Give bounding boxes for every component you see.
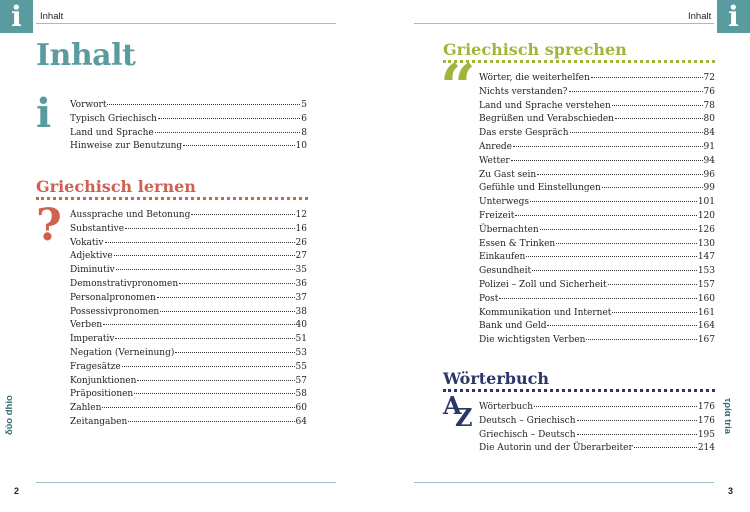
toc-entry-page: 101	[697, 197, 715, 208]
dot-leader	[102, 407, 294, 408]
dot-leader	[612, 105, 703, 106]
dot-leader	[158, 118, 300, 119]
section-title-woerterbuch: Wörterbuch	[443, 369, 549, 388]
dot-leader	[116, 269, 295, 270]
dot-leader	[511, 160, 703, 161]
toc-entry-page: 99	[703, 183, 715, 194]
toc-entry-page: 176	[697, 415, 715, 426]
toc-entry-title: Typisch Griechisch	[70, 113, 157, 124]
toc-entry-title: Übernachten	[479, 224, 539, 235]
toc-entry-page: 57	[295, 375, 307, 386]
toc-entry-title: Begrüßen und Verabschieden	[479, 114, 614, 125]
toc-entry-page: 37	[295, 292, 307, 303]
toc-entry-page: 35	[295, 265, 307, 276]
toc-entry-title: Griechisch – Deutsch	[479, 429, 576, 440]
toc-entry	[479, 335, 715, 349]
dot-leader	[513, 146, 703, 147]
toc-entry-page: 40	[295, 320, 307, 331]
toc-entry	[479, 308, 715, 322]
toc-entry-page: 157	[697, 279, 715, 290]
toc-entry-title: Possessivpronomen	[70, 306, 160, 317]
dot-leader	[175, 352, 294, 353]
toc-entry	[70, 389, 307, 403]
dot-leader	[114, 255, 295, 256]
toc-entry	[70, 238, 307, 252]
toc-entry-title: Demonstrativpronomen	[70, 278, 179, 289]
dot-leader	[532, 270, 697, 271]
dot-leader	[526, 256, 696, 257]
dot-leader	[107, 104, 300, 105]
toc-entry-title: Zu Gast sein	[479, 169, 537, 180]
section-title-sprechen: Griechisch sprechen	[443, 40, 627, 59]
toc-entry	[479, 114, 715, 128]
toc-entry	[70, 224, 307, 238]
toc-entry-title: Gefühle und Einstellungen	[479, 183, 601, 194]
toc-entry	[70, 251, 307, 265]
footer-rule-left	[36, 482, 336, 483]
toc-entry-title: Negation (Verneinung)	[70, 347, 175, 358]
side-label-right: τρία tria	[722, 398, 733, 435]
toc-entry-title: Adjektive	[70, 251, 113, 262]
toc-entry-page: 60	[295, 403, 307, 414]
toc-entry	[70, 307, 307, 321]
dot-leader	[591, 77, 703, 78]
toc-entry	[70, 417, 307, 431]
toc-entry	[70, 141, 307, 155]
toc-entry	[479, 280, 715, 294]
toc-entry-page: 8	[301, 127, 307, 138]
dot-leader	[122, 366, 295, 367]
toc-entry-page: 27	[295, 251, 307, 262]
dot-leader	[160, 311, 294, 312]
toc-intro	[70, 100, 307, 155]
toc-entry	[70, 334, 307, 348]
toc-entry-page: 214	[697, 443, 715, 454]
toc-entry-title: Diminutiv	[70, 265, 115, 276]
toc-entry	[479, 170, 715, 184]
dot-leader	[530, 201, 697, 202]
toc-entry-title: Verben	[70, 320, 103, 331]
toc-entry	[479, 211, 715, 225]
dot-leader	[586, 339, 696, 340]
toc-entry-title: Anrede	[479, 141, 513, 152]
toc-entry-page: 120	[697, 210, 715, 221]
toc-entry	[479, 183, 715, 197]
toc-entry-title: Wörter, die weiterhelfen	[479, 73, 590, 83]
toc-entry-page: 78	[703, 100, 715, 111]
toc-entry-title: Vorwort	[70, 100, 107, 110]
toc-entry-title: Kommunikation und Internet	[479, 307, 612, 318]
toc-entry-title: Post	[479, 293, 499, 304]
toc-lernen	[70, 210, 307, 431]
toc-entry-title: Vokativ	[70, 237, 104, 248]
toc-entry	[70, 403, 307, 417]
toc-entry	[479, 197, 715, 211]
toc-entry-page: 161	[697, 307, 715, 318]
dot-leader	[125, 228, 295, 229]
toc-entry-page: 160	[697, 293, 715, 304]
dot-leader	[577, 434, 697, 435]
toc-entry-title: Polizei – Zoll und Sicherheit	[479, 279, 607, 290]
toc-entry-title: Unterwegs	[479, 197, 530, 208]
dot-leader	[155, 132, 301, 133]
toc-entry	[479, 430, 715, 444]
toc-entry-title: Imperativ	[70, 334, 115, 345]
question-mark-icon: ?	[36, 200, 62, 251]
dot-leader	[615, 118, 703, 119]
dot-leader	[179, 283, 294, 284]
toc-entry-title: Wetter	[479, 155, 510, 166]
toc-entry	[479, 156, 715, 170]
toc-entry-title: Essen & Trinken	[479, 238, 556, 249]
toc-entry-title: Bank und Geld	[479, 321, 547, 332]
dot-leader	[534, 406, 697, 407]
toc-woerterbuch	[479, 402, 715, 457]
toc-entry-page: 10	[295, 141, 307, 152]
dot-leader	[191, 214, 294, 215]
dot-leader	[134, 393, 294, 394]
dot-leader	[547, 325, 696, 326]
toc-entry	[70, 128, 307, 142]
toc-entry	[479, 416, 715, 430]
toc-entry	[479, 443, 715, 457]
toc-entry-page: 176	[697, 402, 715, 412]
dot-leader	[602, 187, 703, 188]
dot-leader	[569, 91, 703, 92]
toc-entry-page: 96	[703, 169, 715, 180]
toc-entry-page: 80	[703, 114, 715, 125]
section-divider-lernen	[36, 197, 308, 200]
dot-leader	[137, 380, 294, 381]
toc-entry-page: 16	[295, 223, 307, 234]
dot-leader	[537, 174, 702, 175]
toc-entry-page: 55	[295, 361, 307, 372]
az-icon-a: A	[443, 391, 462, 420]
section-title-lernen: Griechisch lernen	[36, 177, 196, 196]
dot-leader	[608, 284, 697, 285]
toc-entry-title: Personalpronomen	[70, 292, 156, 303]
side-label-left: δύο dhio	[4, 395, 15, 435]
toc-entry-title: Fragesätze	[70, 361, 121, 372]
toc-entry	[70, 320, 307, 334]
toc-entry-title: Gesundheit	[479, 266, 532, 277]
dot-leader	[499, 298, 696, 299]
toc-entry-page: 26	[295, 237, 307, 248]
toc-entry	[479, 321, 715, 335]
dot-leader	[570, 132, 703, 133]
page-title: Inhalt	[36, 38, 136, 73]
toc-entry	[70, 293, 307, 307]
running-header-right: Inhalt	[688, 11, 712, 22]
toc-entry	[70, 279, 307, 293]
toc-entry	[479, 252, 715, 266]
toc-entry-page: 12	[295, 210, 307, 220]
dot-leader	[128, 421, 294, 422]
toc-entry	[479, 225, 715, 239]
dot-leader	[634, 447, 697, 448]
toc-entry-page: 6	[301, 113, 307, 124]
toc-entry-title: Land und Sprache	[70, 127, 154, 138]
dot-leader	[515, 215, 696, 216]
toc-entry-page: 130	[697, 238, 715, 249]
toc-entry-page: 51	[295, 334, 307, 345]
quote-icon: “	[440, 50, 476, 123]
toc-entry-title: Wörterbuch	[479, 402, 533, 412]
toc-entry-title: Nichts verstanden?	[479, 86, 568, 97]
toc-entry-title: Zeitangaben	[70, 416, 128, 427]
toc-entry	[70, 265, 307, 279]
dot-leader	[540, 229, 697, 230]
toc-entry	[479, 73, 715, 87]
toc-entry-title: Präpositionen	[70, 389, 134, 400]
toc-entry-page: 5	[301, 100, 307, 110]
az-icon-z: Z	[455, 403, 473, 432]
footer-rule-right	[414, 482, 714, 483]
dot-leader	[157, 297, 295, 298]
toc-entry	[70, 210, 307, 224]
toc-entry	[479, 87, 715, 101]
toc-entry-title: Das erste Gespräch	[479, 128, 569, 139]
toc-entry	[479, 294, 715, 308]
toc-entry	[479, 142, 715, 156]
section-divider-woerterbuch	[443, 389, 715, 392]
toc-entry-page: 36	[295, 278, 307, 289]
toc-entry-title: Die wichtigsten Verben	[479, 335, 586, 346]
toc-entry-page: 126	[697, 224, 715, 235]
info-icon: i	[36, 90, 52, 137]
toc-entry-title: Substantive	[70, 223, 125, 234]
toc-entry-title: Einkaufen	[479, 252, 526, 263]
toc-entry-page: 72	[703, 73, 715, 83]
toc-entry-page: 167	[697, 335, 715, 346]
toc-entry-title: Deutsch – Griechisch	[479, 415, 576, 426]
toc-entry-page: 91	[703, 141, 715, 152]
toc-entry-title: Aussprache und Betonung	[70, 210, 191, 220]
header-rule-left	[36, 23, 336, 24]
section-divider-sprechen	[443, 60, 715, 63]
info-tab-left: i	[0, 0, 33, 33]
dot-leader	[115, 338, 294, 339]
toc-entry-page: 94	[703, 155, 715, 166]
toc-entry-page: 64	[295, 416, 307, 427]
toc-entry-page: 58	[295, 389, 307, 400]
toc-entry	[479, 128, 715, 142]
toc-sprechen	[479, 73, 715, 349]
toc-entry-title: Die Autorin und der Überarbeiter	[479, 443, 633, 454]
toc-entry-title: Freizeit	[479, 210, 515, 221]
toc-entry-page: 84	[703, 128, 715, 139]
running-header-left: Inhalt	[40, 11, 64, 22]
dot-leader	[103, 324, 294, 325]
toc-entry-page: 195	[697, 429, 715, 440]
toc-entry-title: Land und Sprache verstehen	[479, 100, 611, 111]
toc-entry-title: Zahlen	[70, 403, 102, 414]
toc-entry	[70, 362, 307, 376]
header-rule-right	[414, 23, 714, 24]
toc-entry-title: Hinweise zur Benutzung	[70, 141, 183, 152]
dot-leader	[577, 420, 697, 421]
toc-entry-page: 76	[703, 86, 715, 97]
toc-entry	[70, 100, 307, 114]
toc-entry	[70, 376, 307, 390]
dot-leader	[556, 243, 697, 244]
toc-entry-page: 153	[697, 266, 715, 277]
toc-entry	[479, 402, 715, 416]
dot-leader	[183, 145, 294, 146]
page-number-left: 2	[14, 486, 20, 496]
toc-entry	[479, 266, 715, 280]
toc-entry-page: 164	[697, 321, 715, 332]
toc-entry-page: 53	[295, 347, 307, 358]
toc-entry	[479, 101, 715, 115]
toc-entry-title: Konjunktionen	[70, 375, 137, 386]
dot-leader	[105, 242, 295, 243]
info-tab-right: i	[717, 0, 750, 33]
page-number-right: 3	[728, 486, 734, 496]
dot-leader	[612, 312, 696, 313]
toc-entry	[70, 114, 307, 128]
toc-entry	[70, 348, 307, 362]
toc-entry-page: 147	[697, 252, 715, 263]
toc-entry	[479, 239, 715, 253]
toc-entry-page: 38	[295, 306, 307, 317]
